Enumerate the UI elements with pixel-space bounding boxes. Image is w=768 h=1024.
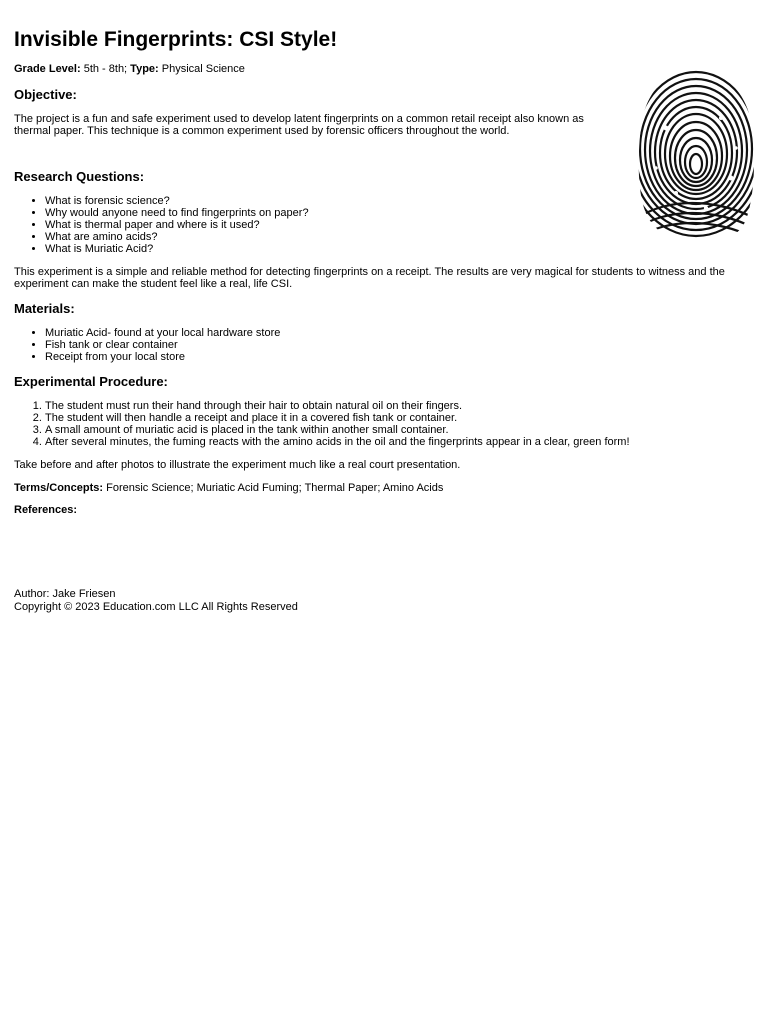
materials-list	[14, 327, 734, 363]
objective-heading: Objective:	[14, 87, 77, 102]
worksheet-content	[14, 28, 734, 613]
grade-level-label: Grade Level:	[14, 63, 81, 75]
materials-heading: Materials:	[14, 301, 75, 316]
grade-level-value: 5th - 8th;	[80, 63, 131, 75]
references-label-text: References:	[14, 504, 77, 516]
procedure-heading: Experimental Procedure:	[14, 374, 168, 389]
list-item: • What is Muriatic Acid?	[45, 243, 734, 255]
page-title: Invisible Fingerprints: CSI Style!	[14, 28, 338, 51]
terms-label: Terms/Concepts:	[14, 482, 104, 494]
references-label	[14, 504, 734, 516]
list-item: • What is forensic science?	[45, 195, 734, 207]
list-item: • Muriatic Acid- found at your local hardware store	[45, 327, 734, 339]
procedure-list	[14, 400, 734, 448]
list-item: • Fish tank or clear container	[45, 339, 734, 351]
type-value: Physical Science	[158, 63, 245, 75]
photos-text: Take before and after photos to illustrate the experiment much like a real court presentation.	[14, 459, 461, 471]
list-item: 4. After several minutes, the fuming reacts with the amino acids in the oil and the fingerprints appear in a clear, green form!	[45, 436, 734, 448]
objective-text: The project is a fun and safe experiment used to develop latent fingerprints on a common retail receipt also known as thermal paper. This technique is a common experiment used by forensic officers throughout the world.	[14, 113, 584, 137]
intro-text: This experiment is a simple and reliable method for detecting fingerprints on a receipt. The results are very magical for students to witness and the experiment can make the student feel like a real, life CSI.	[14, 266, 725, 290]
list-item: • What is thermal paper and where is it used?	[45, 219, 734, 231]
copyright-line: Copyright © 2023 Education.com LLC All Rights Reserved	[14, 601, 298, 613]
terms-line	[14, 482, 734, 494]
terms-value: Forensic Science; Muriatic Acid Fuming; Thermal Paper; Amino Acids	[103, 482, 444, 494]
research-heading: Research Questions:	[14, 169, 145, 184]
research-questions-list	[14, 195, 734, 255]
list-item: • What are amino acids?	[45, 231, 734, 243]
type-label: Type:	[130, 63, 159, 75]
footer-credits	[14, 588, 734, 613]
list-item: 2. The student will then handle a receipt and place it in a covered fish tank or container.	[45, 412, 734, 424]
list-item: • Why would anyone need to find fingerprints on paper?	[45, 207, 734, 219]
author-line: Author: Jake Friesen	[14, 588, 116, 600]
list-item: • Receipt from your local store	[45, 351, 734, 363]
list-item: 3. A small amount of muriatic acid is placed in the tank within another small container.	[45, 424, 734, 436]
grade-type-line	[14, 63, 734, 75]
list-item: 1. The student must run their hand through their hair to obtain natural oil on their fingers.	[45, 400, 734, 412]
